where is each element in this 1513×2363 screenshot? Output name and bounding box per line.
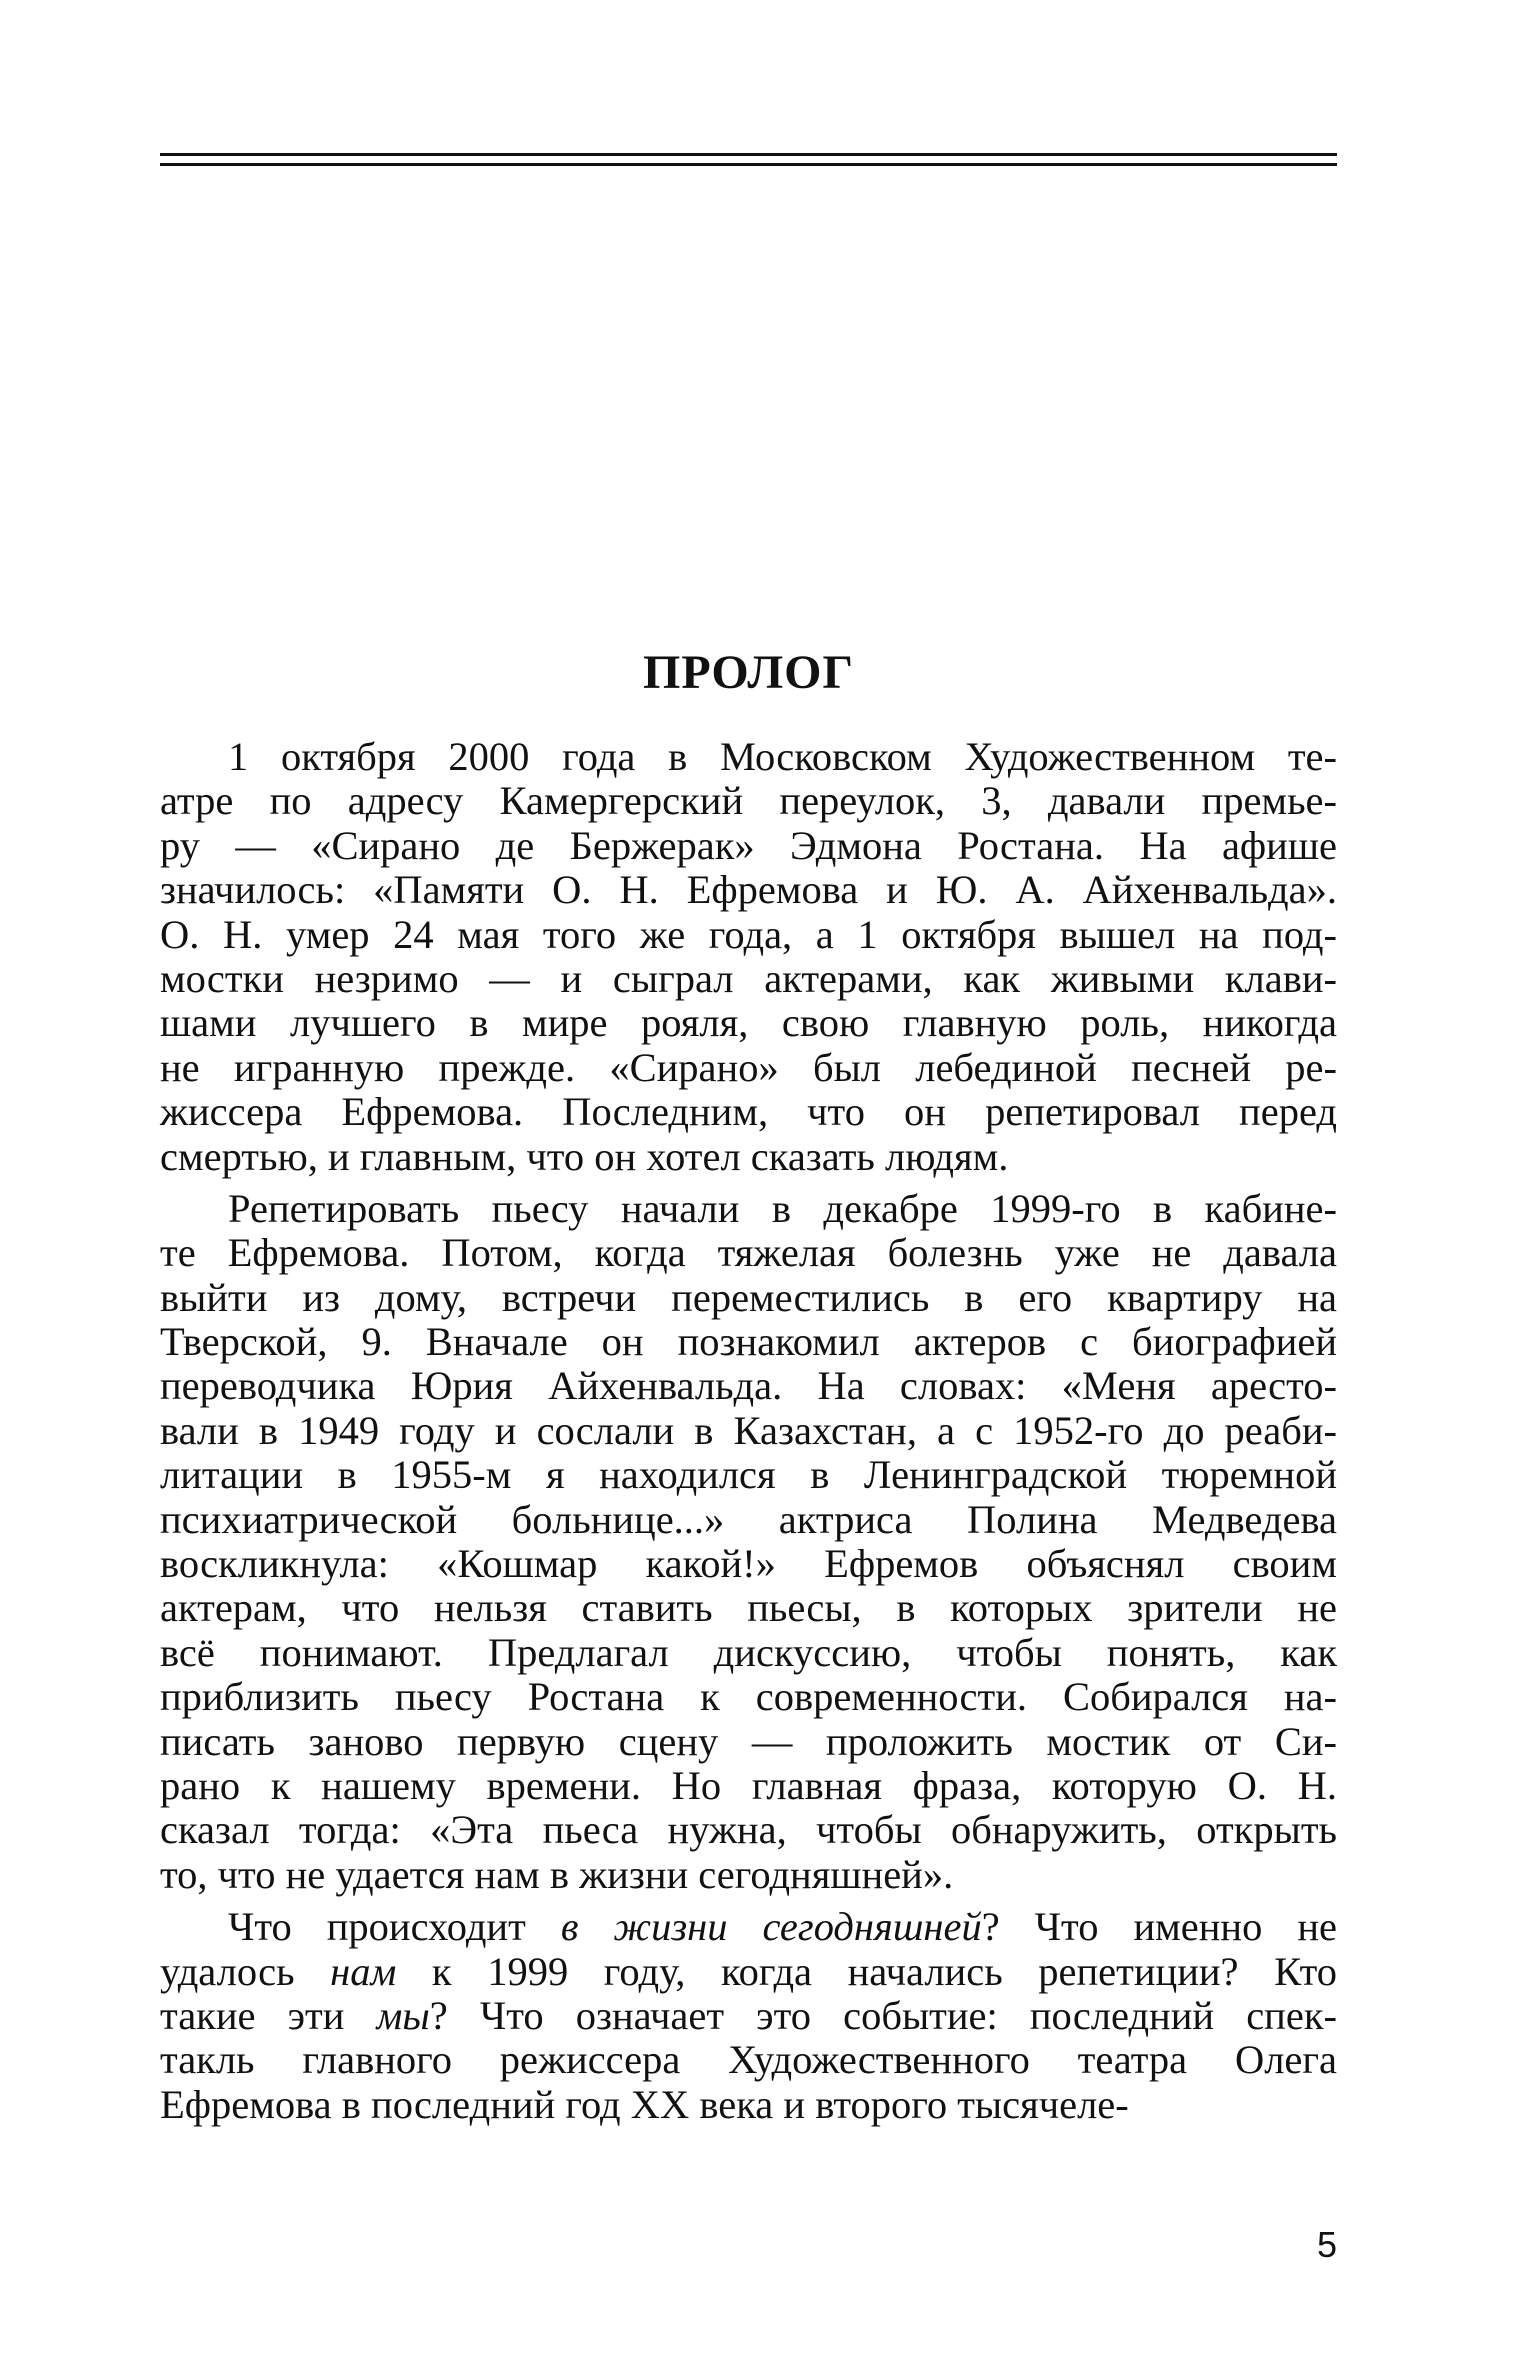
text-segment: такие эти xyxy=(160,1992,377,2038)
text-line: мостки незримо — и сыграл актерами, как живыми клави- xyxy=(160,955,1337,1001)
text-line: переводчика Юрия Айхенвальда. На словах: «Меня аресто- xyxy=(160,1363,1337,1409)
text-line: атре по адресу Камергерский переулок, 3, давали премье- xyxy=(160,778,1337,824)
paragraph xyxy=(160,735,1337,1179)
text-line: шами лучшего в мире рояля, свою главную роль, никогда xyxy=(160,1000,1337,1046)
text-line: то, что не удается нам в жизни сегодняшней». xyxy=(160,1851,954,1897)
text-line: такль главного режиссера Художественного театра Олега xyxy=(160,2037,1337,2083)
text-line: Репетировать пьесу начали в декабре 1999-го в кабине- xyxy=(228,1185,1337,1231)
text-line: актерам, что нельзя ставить пьесы, в которых зрители не xyxy=(160,1585,1337,1631)
text-line: значилось: «Памяти О. Н. Ефремова и Ю. А. Айхенвальда». xyxy=(160,867,1337,913)
text-line: всё понимают. Предлагал дискуссию, чтобы понять, как xyxy=(160,1629,1337,1675)
text-segment: ? Что означает это событие: последний спек- xyxy=(429,1992,1337,2038)
text-segment: к 1999 году, когда начались репетиции? Кто xyxy=(396,1948,1337,1994)
text-line: писать заново первую сцену — проложить мостик от Си- xyxy=(160,1718,1337,1764)
text-line: жиссера Ефремова. Последним, что он репетировал перед xyxy=(160,1089,1337,1135)
text-line: сказал тогда: «Эта пьеса нужна, чтобы обнаружить, открыть xyxy=(160,1807,1337,1853)
text-segment: ? Что именно не xyxy=(981,1904,1338,1950)
body-text xyxy=(160,735,1337,2127)
text-line: Тверской, 9. Вначале он познакомил актеров с биографией xyxy=(160,1319,1337,1365)
text-line xyxy=(160,1950,1337,1994)
header-rule-bottom xyxy=(160,163,1337,166)
text-line xyxy=(160,1905,1337,1949)
text-line: вали в 1949 году и сослали в Казахстан, а с 1952-го до реаби- xyxy=(160,1407,1337,1453)
text-line: 1 октября 2000 года в Московском Художественном те- xyxy=(228,734,1337,779)
emphasis-text: нам xyxy=(330,1948,397,1994)
text-line: О. Н. умер 24 мая того же года, а 1 октября вышел на под- xyxy=(160,911,1337,957)
text-line: не игранную прежде. «Сирано» был лебединой песней ре- xyxy=(160,1044,1337,1090)
page-number: 5 xyxy=(1316,2224,1337,2265)
header-rule-top xyxy=(160,153,1337,156)
emphasis-text: мы xyxy=(376,1992,430,2038)
emphasis-text: в жизни сегодняшней xyxy=(560,1904,982,1950)
text-line: рано к нашему времени. Но главная фраза, которую О. Н. xyxy=(160,1762,1337,1808)
text-line: приблизить пьесу Ростана к современности. Собирался на- xyxy=(160,1674,1337,1720)
text-line: выйти из дому, встречи переместились в его квартиру на xyxy=(160,1274,1337,1320)
text-line: те Ефремова. Потом, когда тяжелая болезнь уже не давала xyxy=(160,1230,1337,1276)
text-line: литации в 1955-м я находился в Ленинградской тюремной xyxy=(160,1452,1337,1498)
text-line xyxy=(160,1994,1337,2038)
paragraph xyxy=(160,1905,1337,2127)
text-line: смертью, и главным, что он хотел сказать людям. xyxy=(160,1133,1009,1179)
text-segment: удалось xyxy=(160,1948,331,1994)
text-line: психиатрической больнице...» актриса Полина Медведева xyxy=(160,1496,1337,1542)
chapter-heading: ПРОЛОГ xyxy=(643,646,854,699)
text-line: ру — «Сирано де Бержерак» Эдмона Ростана. На афише xyxy=(160,822,1337,868)
text-segment: Что происходит xyxy=(228,1904,561,1950)
text-line: воскликнула: «Кошмар какой!» Ефремов объяснял своим xyxy=(160,1541,1337,1587)
paragraph xyxy=(160,1187,1337,1897)
text-line: Ефремова в последний год ХХ века и второго тысячеле- xyxy=(160,2081,1129,2127)
